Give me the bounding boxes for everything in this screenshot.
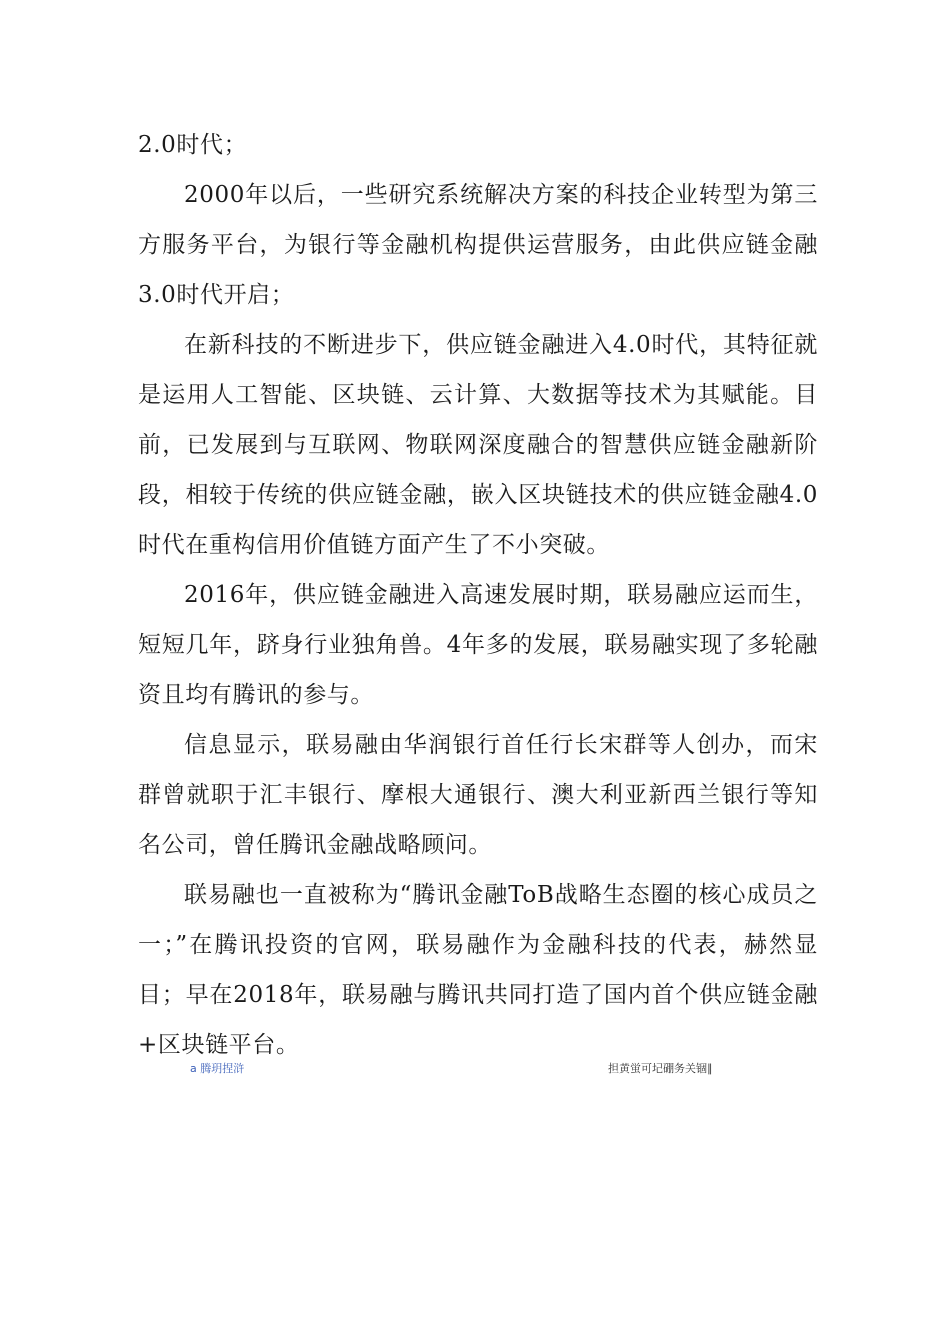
paragraph-2: 2000年以后，一些研究系统解决方案的科技企业转型为第三方服务平台，为银行等金融机构提供运营服务，由此供应链金融3.0时代开启； [138,182,818,308]
body-text [138,120,818,1070]
image-caption-row [0,1060,950,1080]
paragraph-6: 联易融也一直被称为“腾讯金融ToB战略生态圈的核心成员之一；”在腾讯投资的官网，联易融作为金融科技的代表，赫然显目；早在2018年，联易融与腾讯共同打造了国内首个供应链金融+区块链平台。 [138,882,818,1058]
caption-left: a 腾玥捏浒 [190,1062,245,1075]
paragraph-4: 2016年，供应链金融进入高速发展时期，联易融应运而生，短短几年，跻身行业独角兽。4年多的发展，联易融实现了多轮融资且均有腾讯的参与。 [138,582,818,708]
paragraph-5: 信息显示，联易融由华润银行首任行长宋群等人创办，而宋群曾就职于汇丰银行、摩根大通银行、澳大利亚新西兰银行等知名公司，曾任腾讯金融战略顾问。 [138,732,818,858]
paragraph-1: 2.0时代； [138,132,248,158]
caption-right: 担黄蛍可圮硼务关锢∥ [608,1062,713,1075]
paragraph-3: 在新科技的不断进步下，供应链金融进入4.0时代，其特征就是运用人工智能、区块链、云计算、大数据等技术为其赋能。目前，已发展到与互联网、物联网深度融合的智慧供应链金融新阶段，相较于传统的供应链金融，嵌入区块链技术的供应链金融4.0时代在重构信用价值链方面产生了不小突破。 [138,332,818,558]
